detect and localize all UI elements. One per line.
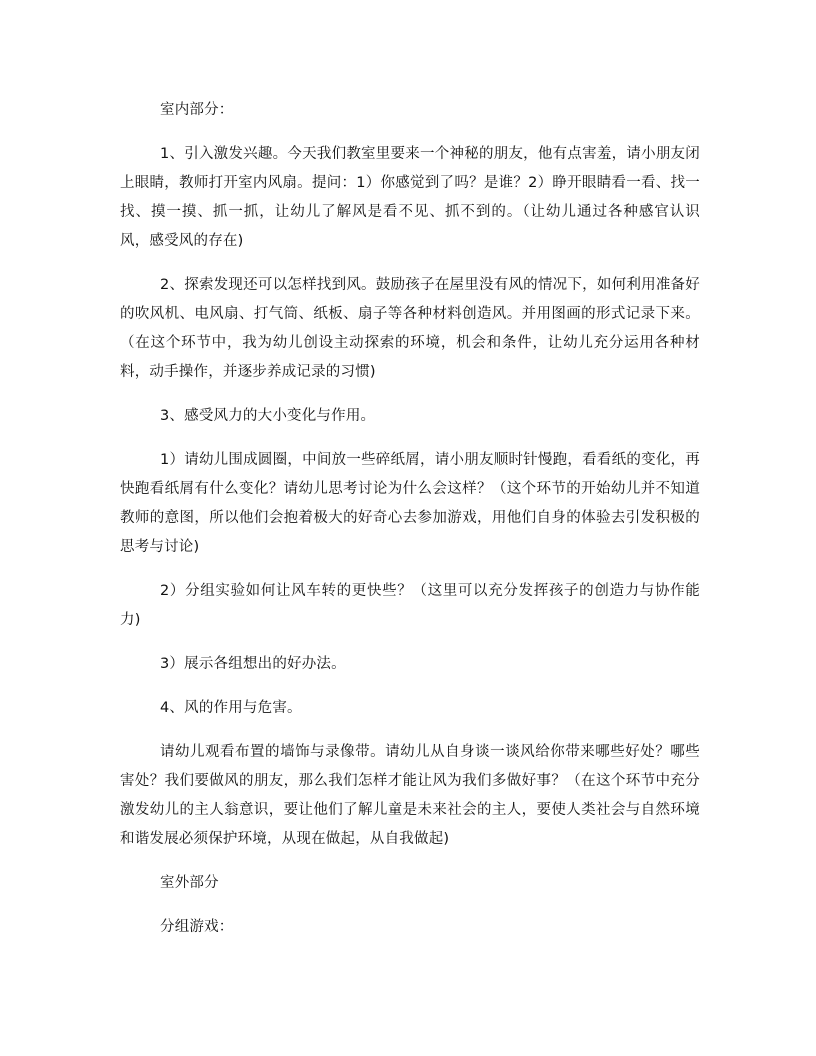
paragraph-step-3-2: 2）分组实验如何让风车转的更快些？（这里可以充分发挥孩子的创造力与协作能力) (120, 583, 700, 628)
paragraph-step-1: 1、引入激发兴趣。今天我们教室里要来一个神秘的朋友，他有点害羞，请小朋友闭上眼睛，教师打开室内风扇。提问：1）你感觉到了吗？是谁？2）睁开眼睛看一看、找一找、摸一摸、抓一抓，让幼儿了解风是看不见、抓不到的。（让幼儿通过各种感官认识风，感受风的存在) (120, 146, 700, 249)
paragraph-step-3-title: 3、感受风力的大小变化与作用。 (160, 408, 376, 424)
paragraph-step-2: 2、探索发现还可以怎样找到风。鼓励孩子在屋里没有风的情况下，如何利用准备好的吹风机、电风扇、打气筒、纸板、扇子等各种材料创造风。并用图画的形式记录下来。（在这个环节中，我为幼儿创设主动探索的环境，机会和条件，让幼儿充分运用各种材料，动手操作，并逐步养成记录的习惯) (120, 277, 700, 380)
document-body (120, 96, 700, 957)
section-heading-indoor: 室内部分： (160, 102, 234, 118)
paragraph-step-3-1: 1）请幼儿围成圆圈，中间放一些碎纸屑，请小朋友顺时针慢跑，看看纸的变化，再快跑看纸屑有什么变化？请幼儿思考讨论为什么会这样？（这个环节的开始幼儿并不知道教师的意图，所以他们会抱着极大的好奇心去参加游戏，用他们自身的体验去引发积极的思考与讨论) (120, 452, 700, 555)
paragraph-step-3-3: 3）展示各组想出的好办法。 (160, 656, 346, 672)
paragraph-step-4-title: 4、风的作用与危害。 (160, 700, 302, 716)
section-heading-group-games: 分组游戏： (160, 919, 234, 935)
section-heading-outdoor: 室外部分 (160, 875, 219, 891)
paragraph-step-4-body: 请幼儿观看布置的墙饰与录像带。请幼儿从自身谈一谈风给你带来哪些好处？哪些害处？我们要做风的朋友，那么我们怎样才能让风为我们多做好事？（在这个环节中充分激发幼儿的主人翁意识，要让他们了解儿童是未来社会的主人，要使人类社会与自然环境和谐发展必须保护环境，从现在做起，从自我做起) (120, 744, 700, 847)
